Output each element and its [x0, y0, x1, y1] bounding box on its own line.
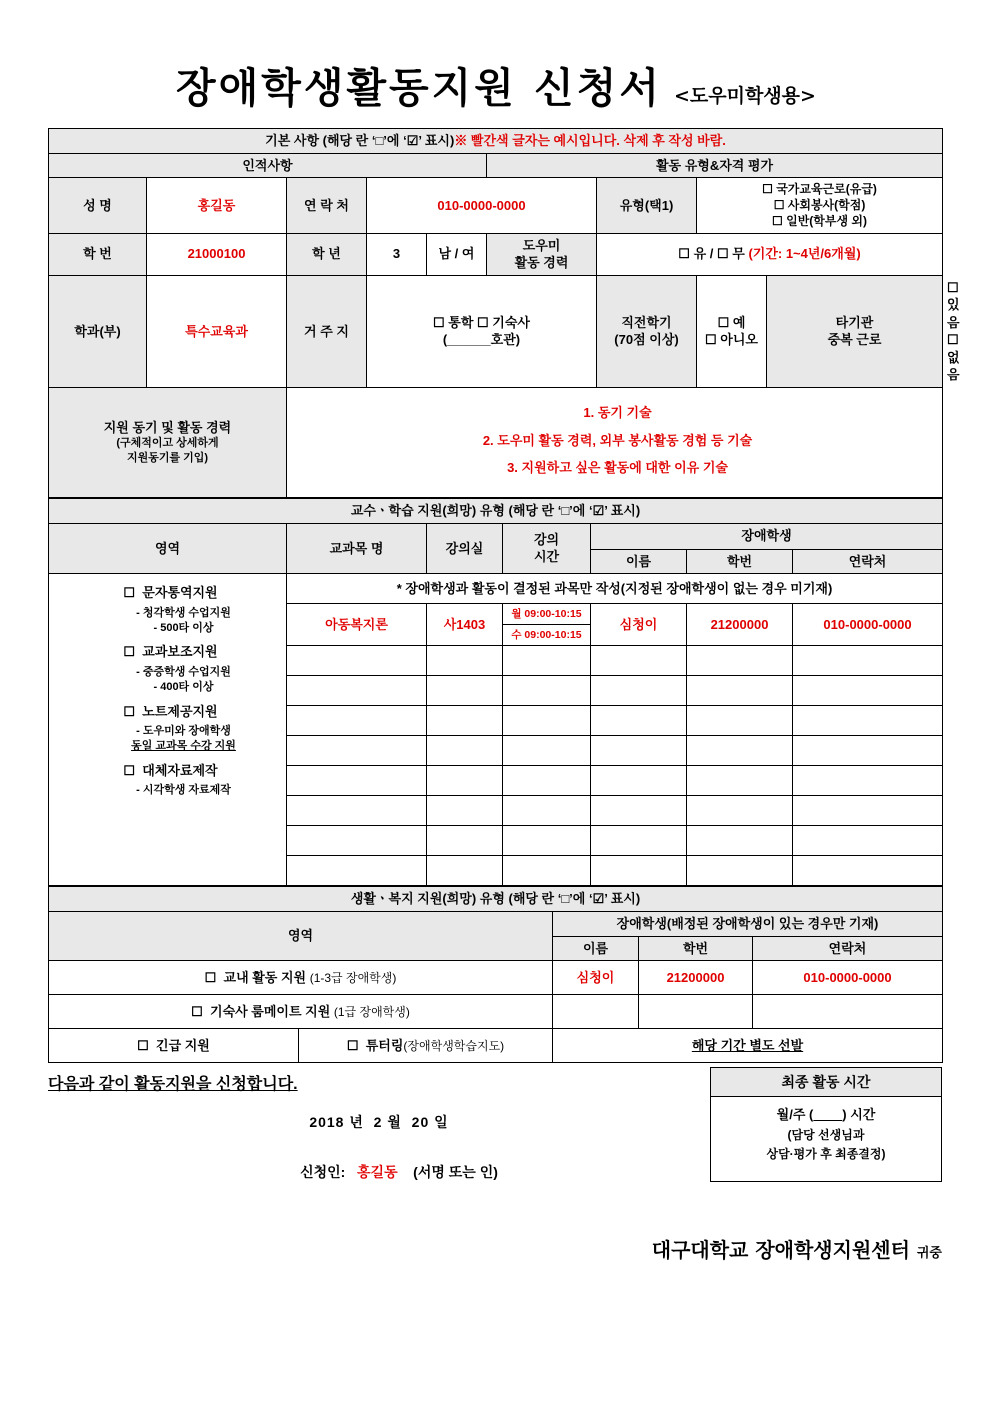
career-note: (기간: 1~4년/6개월): [748, 246, 861, 262]
value-dept[interactable]: 특수교육과: [147, 275, 287, 387]
col-student-contact: 연락처: [793, 549, 943, 574]
label-type-pick: 유형(택1): [597, 178, 697, 234]
area-item-1-sub-1: - 400타 이상: [153, 680, 214, 693]
teaching-row-subject[interactable]: 아동복지론: [287, 604, 427, 646]
col-subject: 교과목 명: [287, 523, 427, 574]
cell-room[interactable]: [427, 676, 503, 706]
cell-room[interactable]: [427, 736, 503, 766]
area-item-0[interactable]: ☐ 문자통역지원: [123, 585, 218, 601]
cell-time[interactable]: [503, 826, 591, 856]
area-item-2-sub-1: 동일 교과목 수강 지원: [131, 739, 236, 752]
date-day-label: 일: [434, 1114, 449, 1131]
welfare-tutoring[interactable]: ☐ 튜터링(장애학생학습지도): [299, 1029, 553, 1063]
prev-term-yes: 예: [732, 314, 746, 330]
date-year[interactable]: 2018: [309, 1114, 345, 1131]
welfare-emergency-label: 긴급 지원: [156, 1037, 210, 1053]
type-option-2-label: 일반(학부생 외): [786, 214, 867, 229]
cell-room[interactable]: [427, 766, 503, 796]
date-year-label: 년: [349, 1114, 364, 1131]
col-area: 영역: [49, 523, 287, 574]
motive-content[interactable]: [287, 388, 943, 498]
type-option-0-label: 국가교육근로(유급): [776, 182, 877, 197]
area-item-1-label: 교과보조지원: [142, 644, 218, 660]
cell-name[interactable]: [591, 766, 687, 796]
final-hours-note-1: (담당 선생님과: [787, 1127, 865, 1142]
cell-contact[interactable]: [793, 766, 943, 796]
residence-option-commute: 통학: [448, 314, 474, 330]
welfare-row-1-area[interactable]: ☐ 기숙사 룸메이트 지원 (1급 장애학생): [49, 995, 553, 1029]
applicant-name[interactable]: 홍길동: [357, 1164, 398, 1181]
cell-room[interactable]: [427, 826, 503, 856]
area-item-2-label: 노트제공지원: [142, 703, 218, 719]
col-time-line1: 강의: [533, 531, 560, 547]
area-item-3[interactable]: ☐ 대체자료제작: [123, 762, 218, 778]
final-hours-box: [710, 1067, 942, 1182]
prev-term-no: 아니오: [720, 332, 758, 348]
footer-section: [48, 1067, 942, 1182]
cell-time[interactable]: [503, 646, 591, 676]
cell-time[interactable]: [503, 766, 591, 796]
cell-sid[interactable]: [687, 856, 793, 886]
col-time: [503, 523, 591, 574]
basic-section-header: [49, 129, 943, 154]
application-date: [48, 1112, 710, 1132]
value-grade[interactable]: 3: [367, 233, 427, 275]
motive-label-line1: 지원 동기 및 활동 경력: [103, 419, 232, 435]
date-day[interactable]: 20: [411, 1114, 430, 1131]
label-name: 성 명: [49, 178, 147, 234]
cell-contact[interactable]: [793, 826, 943, 856]
teaching-row-room[interactable]: 사1403: [427, 604, 503, 646]
organization-footer: [48, 1234, 942, 1263]
cell-time[interactable]: [503, 736, 591, 766]
cell-sid[interactable]: [687, 706, 793, 736]
area-item-3-label: 대체자료제작: [142, 762, 218, 778]
label-prev-term: 직전학기 (70점 이상): [597, 275, 697, 387]
residence-options-cell[interactable]: ☐ 통학 ☐ 기숙사 (______호관): [367, 275, 597, 387]
career-option-yes: 유: [693, 246, 707, 262]
cell-contact[interactable]: [793, 706, 943, 736]
motive-label: [49, 388, 287, 498]
final-hours-header: 최종 활동 시간: [711, 1068, 941, 1097]
area-item-1-sub-0: - 중증학생 수업지원: [136, 665, 231, 678]
welfare-emergency[interactable]: ☐ 긴급 지원: [49, 1029, 299, 1063]
cell-subject[interactable]: [287, 676, 427, 706]
welfare-tutoring-note: (장애학생학습지도): [403, 1038, 505, 1053]
page-title: 장애학생활동지원 신청서: [176, 64, 662, 112]
type-option-2[interactable]: ☐ 일반(학부생 외): [772, 214, 867, 229]
other-org-yes: 있음: [947, 297, 960, 330]
cell-time[interactable]: [503, 676, 591, 706]
welfare-selection-note: 해당 기간 별도 선발: [553, 1029, 943, 1063]
motive-item-0: 1. 동기 기술: [583, 405, 652, 421]
value-name[interactable]: 홍길동: [147, 178, 287, 234]
welfare-row-0-area[interactable]: ☐ 교내 활동 지원 (1-3급 장애학생): [49, 961, 553, 995]
cell-contact[interactable]: [793, 676, 943, 706]
cell-time[interactable]: [503, 706, 591, 736]
teaching-row-time-2: 수 09:00-10:15: [511, 629, 582, 642]
cell-contact[interactable]: [793, 856, 943, 886]
welfare-col-area: 영역: [49, 912, 553, 961]
cell-room[interactable]: [427, 796, 503, 826]
cell-subject[interactable]: [287, 826, 427, 856]
cell-time[interactable]: [503, 796, 591, 826]
cell-name[interactable]: [591, 646, 687, 676]
value-student-id[interactable]: 21000100: [147, 233, 287, 275]
footer-left: [48, 1067, 710, 1182]
career-options-cell[interactable]: ☐ 유 / ☐ 무 (기간: 1~4년/6개월): [597, 233, 943, 275]
organization-name: 대구대학교 장애학생지원센터: [651, 1238, 910, 1263]
title-row: [48, 55, 944, 114]
welfare-col-group: 장애학생(배정된 장애학생이 있는 경우만 기재): [553, 912, 943, 937]
welfare-row-0-note: (1-3급 장애학생): [309, 970, 397, 985]
teaching-support-table: [48, 498, 943, 886]
organization-suffix: 귀중: [916, 1246, 942, 1262]
cell-name[interactable]: [591, 796, 687, 826]
welfare-col-name: 이름: [553, 936, 639, 961]
welfare-row-0-contact[interactable]: 010-0000-0000: [753, 961, 943, 995]
motive-label-line3: 지원동기를 기입): [126, 452, 209, 465]
cell-time[interactable]: [503, 856, 591, 886]
basic-header-note: ※ 빨간색 글자는 예시입니다. 삭제 후 작성 바람.: [454, 133, 726, 148]
cell-subject[interactable]: [287, 856, 427, 886]
final-hours-input-line[interactable]: [715, 1105, 937, 1126]
final-hours-note-2: 상담·평가 후 최종결정): [766, 1147, 886, 1162]
welfare-row-1-label: 기숙사 룸메이트 지원: [210, 1003, 331, 1019]
welfare-col-sid: 학번: [639, 936, 753, 961]
apply-statement: 다음과 같이 활동지원을 신청합니다.: [48, 1076, 298, 1094]
cell-subject[interactable]: [287, 736, 427, 766]
teaching-row-sid[interactable]: 21200000: [687, 604, 793, 646]
type-option-0[interactable]: ☐ 국가교육근로(유급): [762, 182, 877, 197]
welfare-support-table: [48, 886, 943, 1063]
area-item-1[interactable]: ☐ 교과보조지원: [123, 644, 218, 660]
welfare-section-header: 생활ㆍ복지 지원(희망) 유형 (해당 란 ‘□’에 ‘☑’ 표시): [49, 887, 943, 912]
activity-type-header: 활동 유형&자격 평가: [487, 153, 943, 178]
cell-subject[interactable]: [287, 766, 427, 796]
label-contact: 연 락 처: [287, 178, 367, 234]
cell-subject[interactable]: [287, 796, 427, 826]
teaching-note: * 장애학생과 활동이 결정된 과목만 작성(지정된 장애학생이 없는 경우 미기재): [287, 574, 943, 604]
residence-option-dorm: 기숙사: [492, 314, 530, 330]
label-residence: 거 주 지: [287, 275, 367, 387]
career-option-no: 무: [732, 246, 745, 262]
col-room: 강의실: [427, 523, 503, 574]
cell-room[interactable]: [427, 856, 503, 886]
label-other-org: 타기관 중복 근로: [767, 275, 943, 387]
teaching-row-time-1: 월 09:00-10:15: [503, 604, 590, 625]
personal-info-header: 인적사항: [49, 153, 487, 178]
cell-sid[interactable]: [687, 796, 793, 826]
residence-dorm-number[interactable]: (______호관): [442, 332, 521, 348]
welfare-row-0-label: 교내 활동 지원: [223, 969, 307, 985]
applicant-label: 신청인:: [300, 1164, 346, 1181]
col-student-group: 장애학생: [591, 523, 943, 549]
final-hours-post: ) 시간: [842, 1107, 876, 1123]
cell-sid[interactable]: [687, 766, 793, 796]
signature-note: (서명 또는 인): [413, 1164, 498, 1181]
prev-term-options-cell[interactable]: ☐ 예 ☐ 아니오: [697, 275, 767, 387]
type-options-cell[interactable]: [697, 178, 943, 234]
cell-name[interactable]: [591, 856, 687, 886]
date-month[interactable]: 2: [373, 1114, 383, 1131]
page-subtitle: <도우미학생용>: [673, 85, 816, 107]
welfare-row-1-note: (1급 장애학생): [333, 1004, 410, 1019]
col-student-id: 학번: [687, 549, 793, 574]
type-option-1-label: 사회봉사(학점): [787, 198, 866, 213]
welfare-row-1-name[interactable]: [553, 995, 639, 1029]
cell-name[interactable]: [591, 706, 687, 736]
area-item-0-label: 문자통역지원: [142, 585, 218, 601]
cell-room[interactable]: [427, 646, 503, 676]
label-gender[interactable]: 남 / 여: [427, 233, 487, 275]
teaching-row-time[interactable]: [503, 604, 591, 646]
area-item-2-sub-0: - 도우미와 장애학생: [136, 725, 231, 738]
welfare-row-1-contact[interactable]: [753, 995, 943, 1029]
cell-sid[interactable]: [687, 676, 793, 706]
welfare-col-contact: 연락처: [753, 936, 943, 961]
cell-subject[interactable]: [287, 646, 427, 676]
col-time-line2: 시간: [533, 549, 560, 565]
area-item-0-sub-0: - 청각학생 수업지원: [136, 606, 231, 619]
final-hours-body: [711, 1097, 941, 1174]
teaching-row-name[interactable]: 심청이: [591, 604, 687, 646]
cell-name[interactable]: [591, 736, 687, 766]
cell-sid[interactable]: [687, 826, 793, 856]
cell-sid[interactable]: [687, 646, 793, 676]
label-grade: 학 년: [287, 233, 367, 275]
motive-item-2: 3. 지원하고 싶은 활동에 대한 이유 기술: [507, 460, 728, 476]
value-contact[interactable]: 010-0000-0000: [367, 178, 597, 234]
teaching-row-contact[interactable]: 010-0000-0000: [793, 604, 943, 646]
type-option-1[interactable]: ☐ 사회봉사(학점): [773, 198, 866, 213]
label-student-id: 학 번: [49, 233, 147, 275]
welfare-row-0-name[interactable]: 심청이: [553, 961, 639, 995]
basic-header-text: 기본 사항 (해당 란 ‘□’에 ‘☑’ 표시): [265, 133, 455, 148]
cell-name[interactable]: [591, 826, 687, 856]
applicant-line: [48, 1162, 710, 1182]
teaching-area-list[interactable]: [49, 574, 287, 886]
area-item-3-sub-0: - 시각학생 자료제작: [136, 784, 231, 797]
cell-contact[interactable]: [793, 646, 943, 676]
cell-name[interactable]: [591, 676, 687, 706]
welfare-row-1-sid[interactable]: [639, 995, 753, 1029]
label-dept: 학과(부): [49, 275, 147, 387]
other-org-no: 없음: [947, 349, 960, 383]
cell-contact[interactable]: [793, 736, 943, 766]
cell-room[interactable]: [427, 706, 503, 736]
motive-item-1: 2. 도우미 활동 경력, 외부 봉사활동 경험 등 기술: [482, 432, 753, 448]
basic-info-table: 기본 사항 (해당 란 ‘□’에 ‘☑’ 표시)※ 빨간색 글자는 예시입니다. 삭제 후 작성 바람. 인적사항 활동 유형&자격 평가 성 명 홍길동 연 락 처 010-0000-0000 유형(택1) ☐ 국가교육근로(유급) ☐ 사회봉사(학점) ☐ 일반(학부생 외) 학 번 21000100 학 년 3 남 / 여 도우미 활동 경력 ☐ 유 / ☐ 무 (기간: 1~4년/6개월) 학과(부) 특수교육과 거 주 지 ☐ 통학 ☐ 기숙사 (______호관) 직전학기 (70점 이상) ☐ 예 ☐ 아니오 타기관 중복 근로 ☐ 있음 ☐ 없음 지원 동기 및 활동 경력 (구체적이고 상세하게 지원동기를 기입) 1. 동기 기술 2. 도우미 활동 경력, 외부 봉사활동 경험 등 기술 3. 지원하고 싶은 활동에 대한 이유 기술: [48, 128, 943, 498]
welfare-tutoring-label: 튜터링: [365, 1037, 404, 1053]
label-helper-career: 도우미 활동 경력: [487, 233, 597, 275]
cell-sid[interactable]: [687, 736, 793, 766]
welfare-row-0-sid[interactable]: 21200000: [639, 961, 753, 995]
final-hours-pre: 월/주 (: [776, 1107, 814, 1123]
cell-subject[interactable]: [287, 706, 427, 736]
teaching-section-header: 교수ㆍ학습 지원(희망) 유형 (해당 란 ‘□’에 ‘☑’ 표시): [49, 499, 943, 524]
area-item-0-sub-1: - 500타 이상: [153, 621, 214, 634]
col-student-name: 이름: [591, 549, 687, 574]
motive-label-line2: (구체적이고 상세하게: [116, 437, 219, 450]
area-item-2[interactable]: ☐ 노트제공지원: [123, 703, 218, 719]
cell-contact[interactable]: [793, 796, 943, 826]
date-month-label: 월: [387, 1114, 402, 1131]
